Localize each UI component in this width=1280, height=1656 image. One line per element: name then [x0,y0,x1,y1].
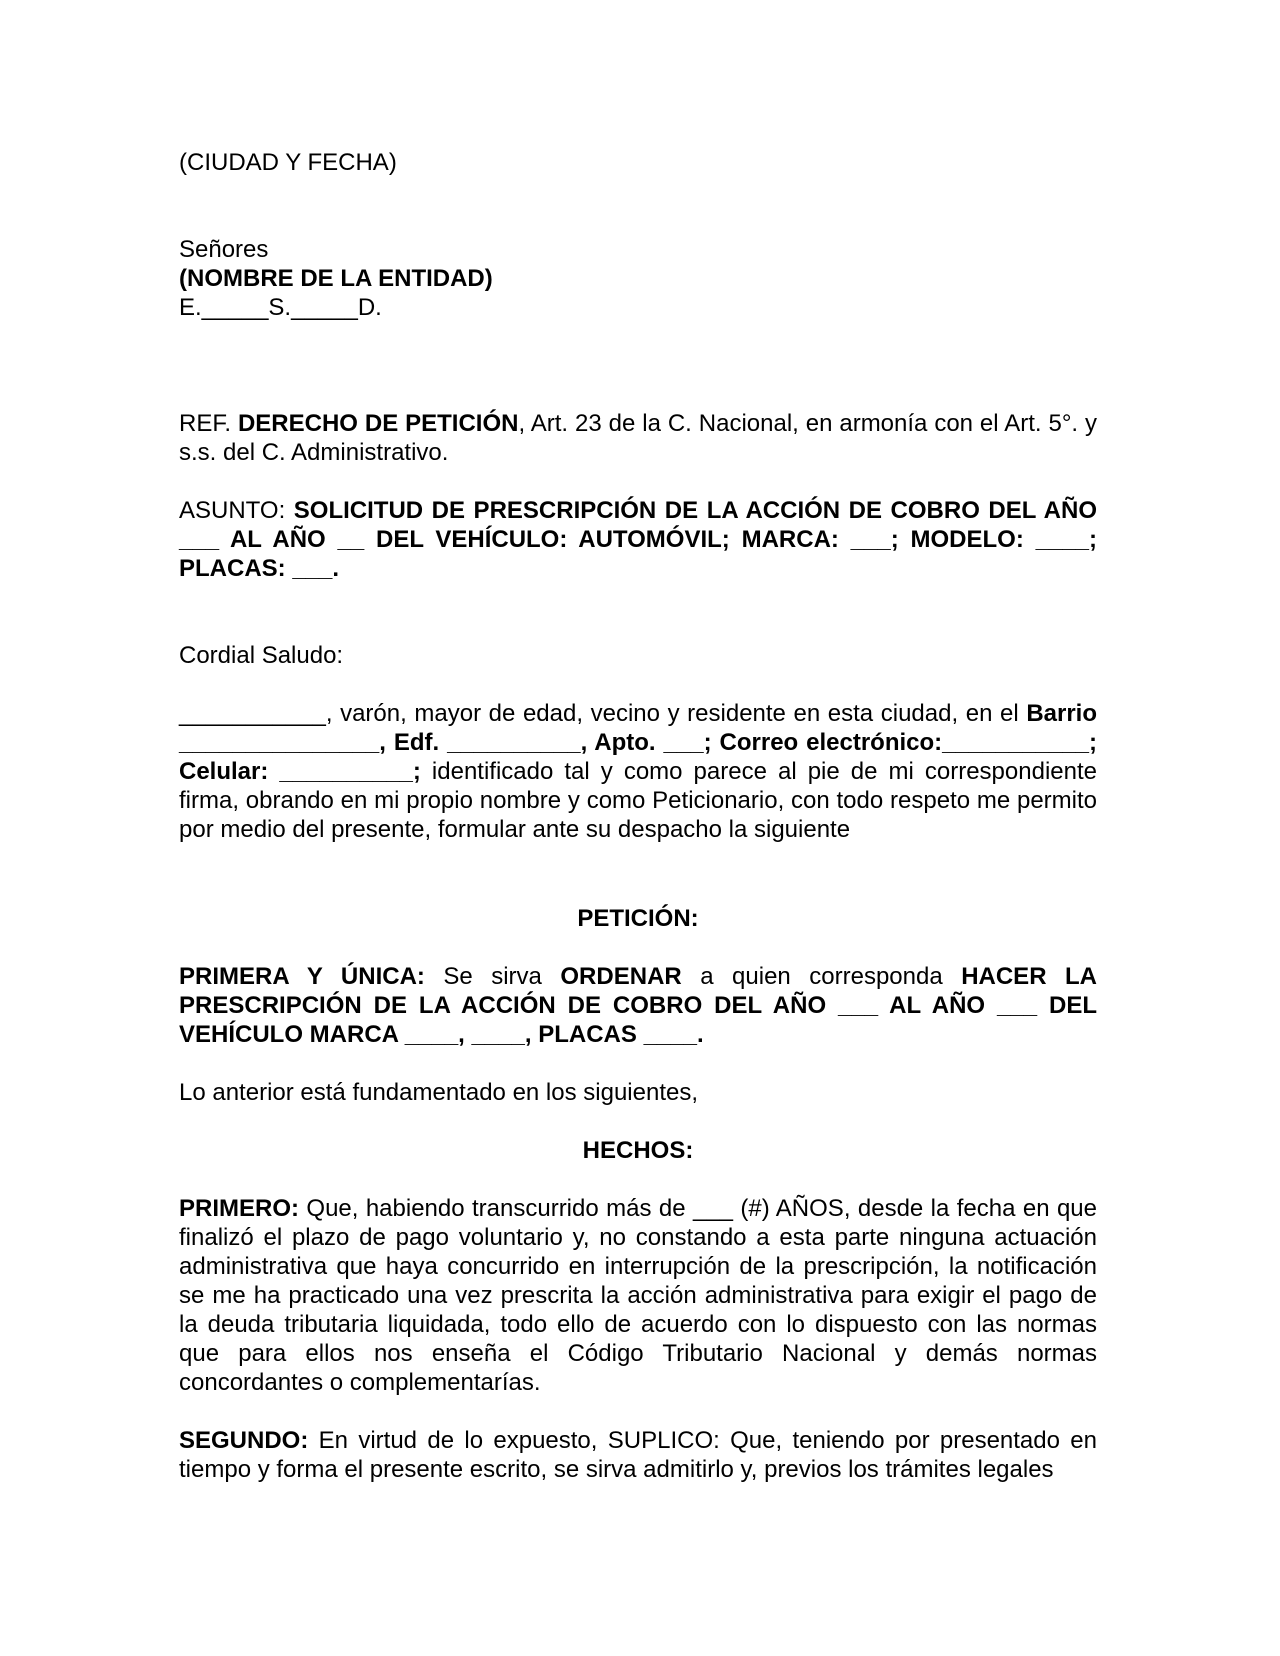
petition-order: ORDENAR [560,963,682,990]
petition-label: PRIMERA Y ÚNICA: [179,963,425,990]
addressee-entity: (NOMBRE DE LA ENTIDAD) [179,265,493,292]
basis-line: Lo anterior está fundamentado en los siguientes, [179,1079,699,1106]
fact-first-paragraph [179,1194,1097,1397]
fact-first-label: PRIMERO: [179,1195,299,1222]
intro-text-1: ___________, varón, mayor de edad, vecino y residente en esta ciudad, en el [179,700,1027,727]
petition-text-1: Se sirva [424,963,561,990]
petition-paragraph [179,962,1097,1049]
fact-second-text: En virtud de lo expuesto, SUPLICO: Que, teniendo por presentado en tiempo y forma el presente escrito, se sirva admitirlo y, previos los trámites legales [179,1427,1097,1483]
addressee-block [179,235,1097,322]
petition-heading: PETICIÓN: [577,905,699,932]
reference-paragraph [179,409,1097,467]
reference-prefix: REF. [179,410,238,437]
document-body [179,148,1097,1484]
petition-text-2: a quien corresponda [681,963,962,990]
reference-title: DERECHO DE PETICIÓN [237,410,519,437]
reference-text: , Art. 23 de la C. Nacional, en armonía con el Art. 5°. y s.s. del C. Administrativo. [179,410,1097,466]
greeting: Cordial Saludo: [179,642,344,669]
fact-second-paragraph [179,1426,1097,1484]
fact-first-text: Que, habiendo transcurrido más de ___ (#) AÑOS, desde la fecha en que finalizó el plazo de pago voluntario y, no constando a esta parte ninguna actuación administrativa que haya concurrido en interrupción de la prescripción, la notificación se me ha practicado una vez prescrita la acción administrativa para exigir el pago de la deuda tributaria liquidada, todo ello de acuerdo con lo dispuesto con las normas que para ellos nos enseña el Código Tributario Nacional y demás normas concordantes o complementarías. [179,1195,1097,1396]
intro-text-2: identificado tal y como parece al pie de mi correspondiente firma, obrando en mi propio nombre y como Peticionario, con todo respeto me permito por medio del presente, formular ante su despacho la siguiente [179,758,1097,843]
intro-fields: Barrio _______________, Edf. __________, Apto. ___; Correo electrónico:___________; Celular: __________; [179,700,1097,785]
city-date: (CIUDAD Y FECHA) [179,149,397,176]
addressee-esd: E._____S._____D. [179,294,382,321]
facts-heading: HECHOS: [582,1137,694,1164]
subject-text: SOLICITUD DE PRESCRIPCIÓN DE LA ACCIÓN DE COBRO DEL AÑO ___ AL AÑO __ DEL VEHÍCULO: AUTOMÓVIL; MARCA: ___; MODELO: ____; PLACAS: ___. [179,497,1097,582]
subject-paragraph [179,496,1097,583]
petition-request: HACER LA PRESCRIPCIÓN DE LA ACCIÓN DE COBRO DEL AÑO ___ AL AÑO ___ DEL VEHÍCULO MARCA ____, ____, PLACAS ____. [179,963,1098,1048]
intro-paragraph [179,699,1097,844]
subject-prefix: ASUNTO: [179,497,294,524]
addressee-salutation: Señores [179,236,269,263]
fact-second-label: SEGUNDO: [179,1427,309,1454]
